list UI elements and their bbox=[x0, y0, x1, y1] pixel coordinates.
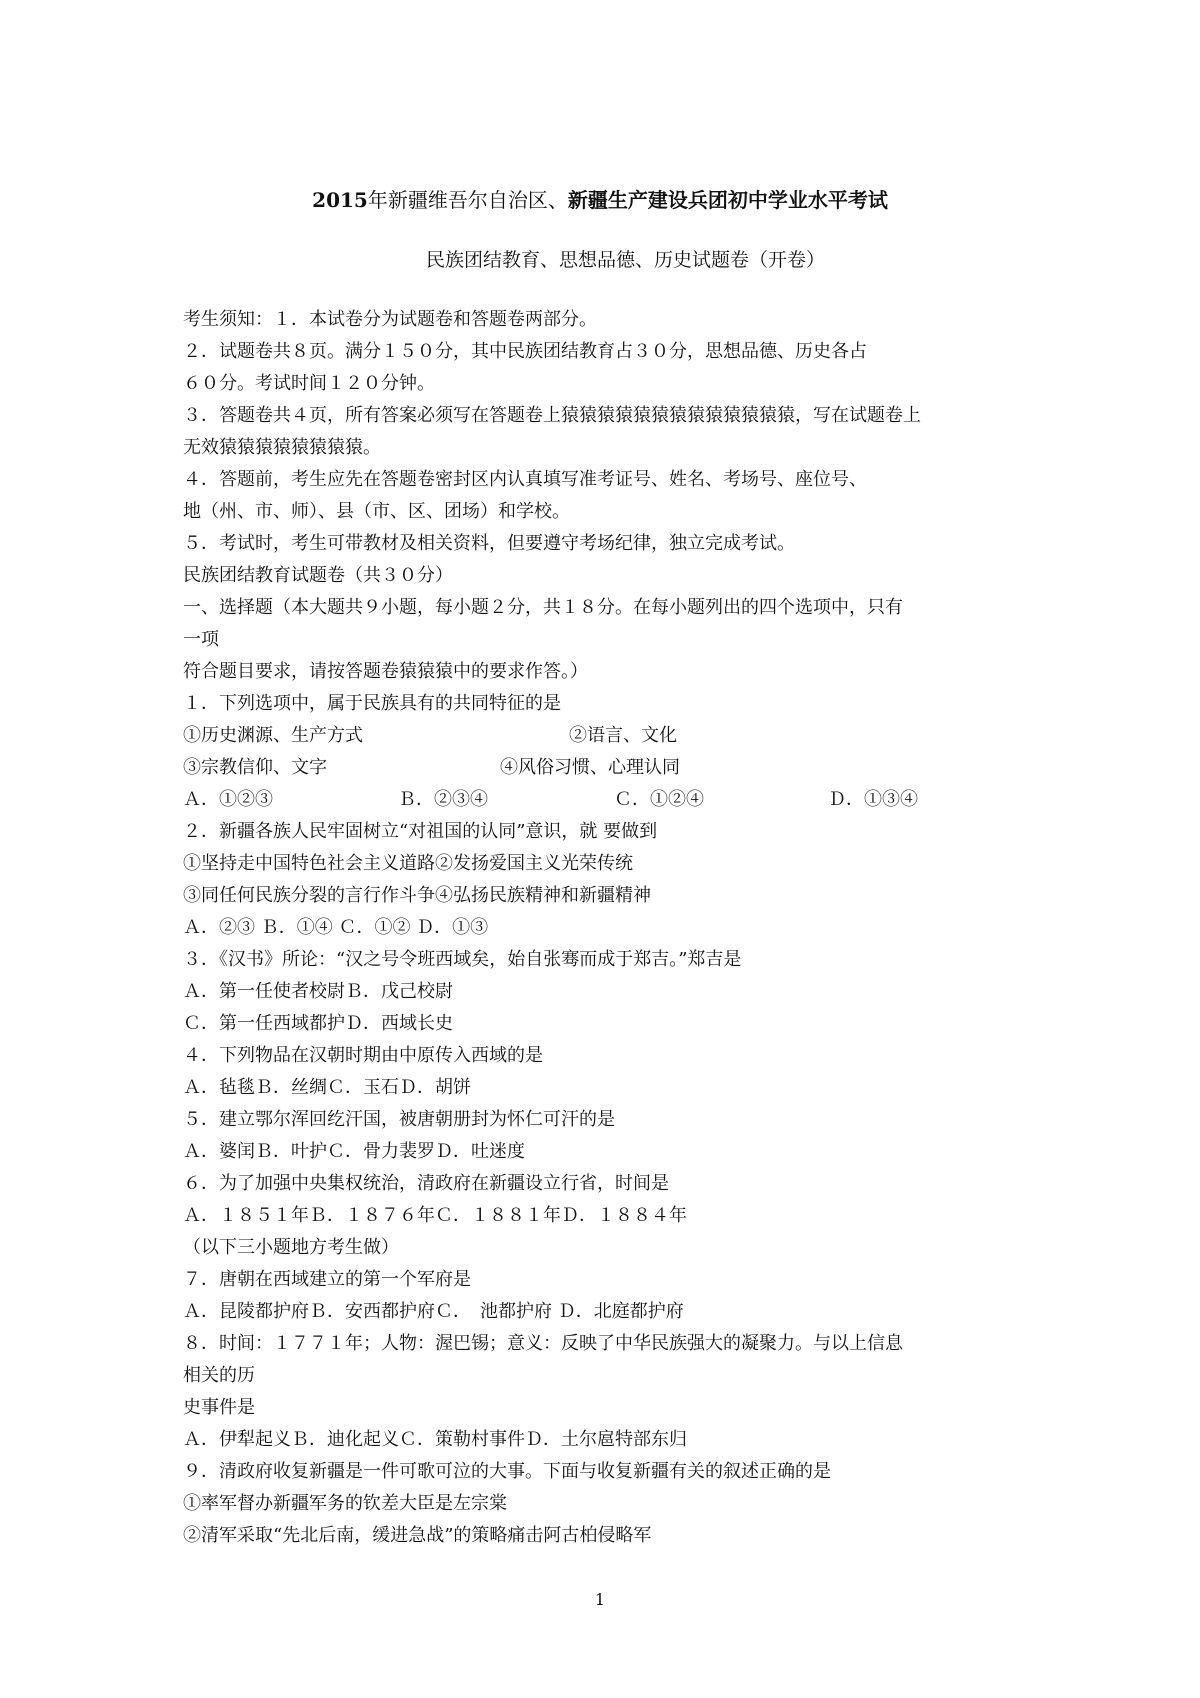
exam-subtitle: 民族团结教育、思想品德、历史试题卷（开卷） bbox=[426, 249, 826, 271]
q8-stem-1: ８．时间：１７７１年；人物：渥巴锡；意义：反映了中华民族强大的凝聚力。与以上信息 bbox=[183, 1333, 903, 1354]
q6-stem: ６．为了加强中央集权统治，清政府在新疆设立行省，时间是 bbox=[183, 1173, 669, 1194]
q5-stem: ５．建立鄂尔浑回纥汗国，被唐朝册封为怀仁可汗的是 bbox=[183, 1109, 615, 1130]
exam-body bbox=[183, 304, 1043, 1552]
q7-choices: Ａ．昆陵都护府Ｂ．安西都护府Ｃ． 池都护府 Ｄ．北庭都护府 bbox=[183, 1301, 684, 1322]
q2-choices: Ａ．②③ Ｂ．①④ Ｃ．①② Ｄ．①③ bbox=[183, 917, 489, 938]
q5-choices: Ａ．婆闰Ｂ．叶护Ｃ．骨力裴罗Ｄ．吐迷度 bbox=[183, 1141, 525, 1162]
q4-stem: ４．下列物品在汉朝时期由中原传入西域的是 bbox=[183, 1045, 543, 1066]
section-heading: 民族团结教育试题卷（共３０分） bbox=[183, 565, 453, 586]
title-year: 2015 bbox=[312, 188, 368, 212]
notice-line-3: ６０分。考试时间１２０分钟。 bbox=[183, 373, 435, 394]
q3-choices-cd: Ｃ．第一任西域都护Ｄ．西域长史 bbox=[183, 1013, 453, 1034]
section-intro-1: 一、选择题（本大题共９小题，每小题２分，共１８分。在每小题列出的四个选项中，只有 bbox=[183, 597, 903, 618]
q1-option-2: ②语言、文化 bbox=[569, 725, 677, 746]
notice-line-4: ３．答题卷共４页，所有答案必须写在答题卷上猿猿猿猿猿猿猿猿猿猿猿猿猿，写在试题卷上 bbox=[183, 405, 921, 426]
notice-line-7: 地（州、市、师）、县（市、区、团场）和学校。 bbox=[183, 501, 570, 522]
q9-option-1: ①率军督办新疆军务的钦差大臣是左宗棠 bbox=[183, 1493, 507, 1514]
local-candidate-note: （以下三小题地方考生做） bbox=[183, 1237, 399, 1258]
q2-options-3-4: ③同任何民族分裂的言行作斗争④弘扬民族精神和新疆精神 bbox=[183, 885, 651, 906]
notice-line-1: 考生须知：１．本试卷分为试题卷和答题卷两部分。 bbox=[183, 309, 597, 330]
q7-stem: ７．唐朝在西域建立的第一个军府是 bbox=[183, 1269, 471, 1290]
title-region: 年新疆维吾尔自治区、 bbox=[367, 188, 568, 212]
q1-choice-a: Ａ．①②③ bbox=[183, 789, 273, 810]
q8-stem-2: 相关的历 bbox=[183, 1365, 255, 1386]
q2-options-1-2: ①坚持走中国特色社会主义道路②发扬爱国主义光荣传统 bbox=[183, 853, 633, 874]
section-intro-2: 一项 bbox=[183, 629, 219, 650]
q4-choices: Ａ．毡毯Ｂ．丝绸Ｃ．玉石Ｄ．胡饼 bbox=[183, 1077, 471, 1098]
q1-choice-d: Ｄ．①③④ bbox=[828, 789, 918, 810]
q3-stem: ３．《汉书》所论：“汉之号令班西域矣，始自张骞而成于郑吉。”郑吉是 bbox=[183, 949, 742, 970]
title-main: 新疆生产建设兵团初中学业水平考试 bbox=[567, 188, 888, 212]
q1-choice-c: Ｃ．①②④ bbox=[614, 789, 704, 810]
q6-choices: Ａ．１８５１年Ｂ．１８７６年Ｃ．１８８１年Ｄ．１８８４年 bbox=[183, 1205, 687, 1226]
notice-line-2: ２．试题卷共８页。满分１５０分，其中民族团结教育占３０分，思想品德、历史各占 bbox=[183, 341, 867, 362]
q8-stem-3: 史事件是 bbox=[183, 1397, 255, 1418]
q1-option-4: ④风俗习惯、心理认同 bbox=[500, 757, 680, 778]
q9-option-2: ②清军采取“先北后南，缓进急战”的策略痛击阿古柏侵略军 bbox=[183, 1525, 652, 1546]
q1-option-1: ①历史渊源、生产方式 bbox=[183, 725, 363, 746]
q1-options-row-1 bbox=[183, 720, 1043, 752]
exam-title bbox=[0, 186, 1200, 214]
notice-line-6: ４．答题前，考生应先在答题卷密封区内认真填写准考证号、姓名、考场号、座位号、 bbox=[183, 469, 867, 490]
q1-options-row-2 bbox=[183, 752, 1043, 784]
q3-choices-ab: Ａ．第一任使者校尉Ｂ．戊己校尉 bbox=[183, 981, 453, 1002]
section-intro-3: 符合题目要求，请按答题卷猿猿猿中的要求作答。） bbox=[183, 661, 588, 682]
q2-stem: ２．新疆各族人民牢固树立“对祖国的认同”意识，就 要做到 bbox=[183, 821, 658, 842]
q1-option-3: ③宗教信仰、文字 bbox=[183, 757, 327, 778]
q8-choices: Ａ．伊犁起义Ｂ．迪化起义Ｃ．策勒村事件Ｄ．土尔扈特部东归 bbox=[183, 1429, 687, 1450]
q9-stem: ９．清政府收复新疆是一件可歌可泣的大事。下面与收复新疆有关的叙述正确的是 bbox=[183, 1461, 831, 1482]
notice-line-8: ５．考试时，考生可带教材及相关资料，但要遵守考场纪律，独立完成考试。 bbox=[183, 533, 795, 554]
q1-choices bbox=[183, 784, 1043, 816]
q1-stem: １．下列选项中，属于民族具有的共同特征的是 bbox=[183, 693, 561, 714]
page-number: 1 bbox=[594, 1590, 606, 1609]
q1-choice-b: Ｂ．②③④ bbox=[398, 789, 488, 810]
notice-line-5: 无效猿猿猿猿猿猿猿猿。 bbox=[183, 437, 381, 458]
